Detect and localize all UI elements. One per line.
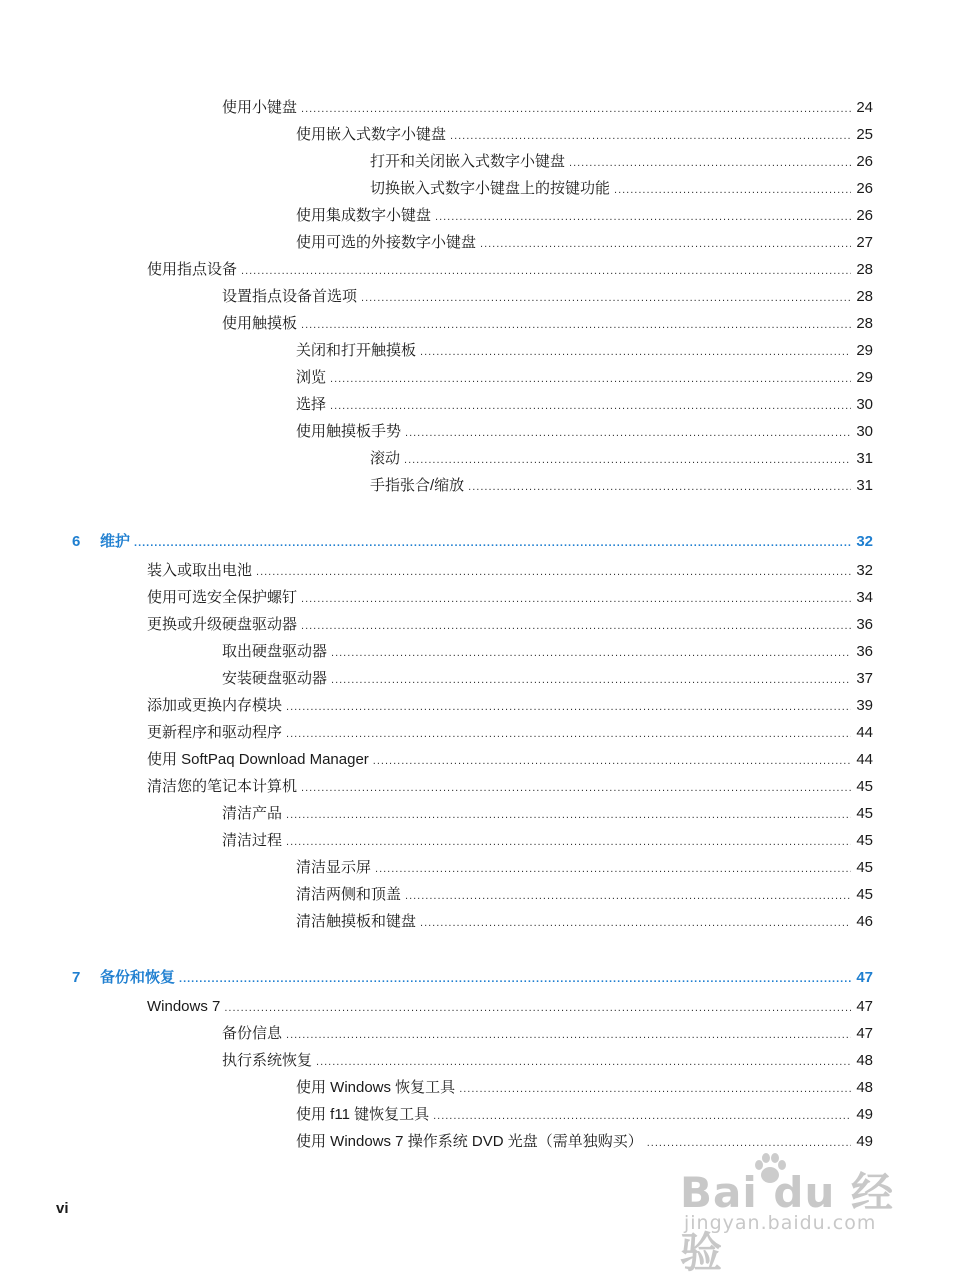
toc-entry[interactable]: [147, 776, 873, 798]
toc-entry[interactable]: [296, 205, 873, 227]
toc-entry-page: 28: [856, 288, 873, 305]
toc-entry-page: 46: [856, 913, 873, 930]
dot-leader: [331, 669, 851, 691]
dot-leader: [405, 422, 851, 444]
dot-leader: [375, 858, 851, 880]
toc-entry[interactable]: [222, 830, 873, 852]
toc-entry-title: 维护: [100, 533, 131, 550]
toc-entry-page: 34: [856, 589, 873, 606]
toc-entry-title: 手指张合/缩放: [370, 477, 465, 494]
toc-entry[interactable]: [296, 232, 873, 254]
dot-leader: [569, 152, 851, 174]
toc-entry-title: 执行系统恢复: [222, 1052, 313, 1069]
toc-entry[interactable]: [222, 668, 873, 690]
toc-entry-title: 备份信息: [222, 1025, 283, 1042]
toc-entry[interactable]: [147, 614, 873, 636]
toc-entry-title: 添加或更换内存模块: [147, 697, 283, 714]
toc-entry-page: 31: [856, 477, 873, 494]
toc-entry-page: 44: [856, 724, 873, 741]
toc-entry-title: 使用 SoftPaq Download Manager: [147, 751, 369, 768]
dot-leader: [256, 561, 851, 583]
dot-leader: [286, 723, 851, 745]
toc-entry[interactable]: [222, 97, 873, 119]
dot-leader: [361, 287, 851, 309]
toc-entry-title: 装入或取出电池: [147, 562, 253, 579]
dot-leader: [459, 1078, 851, 1100]
toc-entry-title: 清洁触摸板和键盘: [296, 913, 417, 930]
dot-leader: [420, 341, 851, 363]
toc-entry-page: 45: [856, 859, 873, 876]
dot-leader: [405, 885, 851, 907]
toc-entry-page: 28: [856, 261, 873, 278]
dot-leader: [301, 777, 851, 799]
toc-entry[interactable]: [296, 1104, 873, 1126]
toc-entry-page: 26: [856, 153, 873, 170]
dot-leader: [301, 98, 851, 120]
toc-entry-title: 清洁过程: [222, 832, 283, 849]
toc-entry-title: 使用可选安全保护螺钉: [147, 589, 298, 606]
dot-leader: [224, 997, 851, 1019]
toc-entry-title: 浏览: [296, 369, 327, 386]
dot-leader: [301, 314, 851, 336]
toc-entry-title: 打开和关闭嵌入式数字小键盘: [370, 153, 566, 170]
toc-entry-page: 36: [856, 616, 873, 633]
toc-entry-page: 39: [856, 697, 873, 714]
toc-entry-title: 更新程序和驱动程序: [147, 724, 283, 741]
toc-entry-title: 更换或升级硬盘驱动器: [147, 616, 298, 633]
toc-entry[interactable]: [222, 286, 873, 308]
toc-entry-page: 32: [856, 533, 873, 550]
chapter-number: 7: [72, 969, 81, 986]
toc-entry-page: 26: [856, 180, 873, 197]
toc-entry-page: 45: [856, 778, 873, 795]
watermark-url: jingyan.baidu.com: [684, 1212, 877, 1234]
dot-leader: [420, 912, 851, 934]
toc-entry-title: 滚动: [370, 450, 401, 467]
toc-entry[interactable]: [147, 695, 873, 717]
toc-entry-title: 使用集成数字小键盘: [296, 207, 432, 224]
toc-entry[interactable]: [222, 641, 873, 663]
toc-entry-title: 设置指点设备首选项: [222, 288, 358, 305]
toc-entry[interactable]: [222, 313, 873, 335]
toc-entry-page: 26: [856, 207, 873, 224]
toc-entry-title: 清洁显示屏: [296, 859, 372, 876]
dot-leader: [134, 532, 851, 554]
toc-entry-title: 使用 Windows 7 操作系统 DVD 光盘（需单独购买）: [296, 1133, 643, 1150]
toc-entry-page: 44: [856, 751, 873, 768]
dot-leader: [330, 368, 851, 390]
dot-leader: [404, 449, 851, 471]
toc-entry-page: 25: [856, 126, 873, 143]
toc-entry[interactable]: [147, 749, 873, 771]
watermark-logo-text: Bai du 经验: [680, 1168, 894, 1277]
toc-entry-page: 29: [856, 369, 873, 386]
toc-entry[interactable]: [222, 803, 873, 825]
toc-entry[interactable]: [222, 1050, 873, 1072]
toc-entry[interactable]: [296, 857, 873, 879]
toc-entry[interactable]: [370, 475, 873, 497]
toc-entry-page: 48: [856, 1052, 873, 1069]
toc-entry-page: 49: [856, 1133, 873, 1150]
dot-leader: [241, 260, 851, 282]
toc-entry[interactable]: [370, 178, 873, 200]
toc-entry-title: 清洁两侧和顶盖: [296, 886, 402, 903]
toc-entry[interactable]: [296, 1077, 873, 1099]
dot-leader: [433, 1105, 851, 1127]
toc-entry-page: 28: [856, 315, 873, 332]
toc-entry-title: 使用嵌入式数字小键盘: [296, 126, 447, 143]
toc-entry-title: 使用触摸板手势: [296, 423, 402, 440]
toc-entry-page: 24: [856, 99, 873, 116]
toc-entry-title: 使用指点设备: [147, 261, 238, 278]
dot-leader: [286, 804, 851, 826]
dot-leader: [373, 750, 851, 772]
toc-entry-page: 32: [856, 562, 873, 579]
toc-entry[interactable]: [147, 722, 873, 744]
toc-entry-title: Windows 7: [147, 998, 221, 1015]
toc-entry-title: 使用触摸板: [222, 315, 298, 332]
toc-entry[interactable]: [370, 448, 873, 470]
toc-entry-page: 27: [856, 234, 873, 251]
toc-entry-page: 37: [856, 670, 873, 687]
toc-entry-title: 使用 f11 键恢复工具: [296, 1106, 430, 1123]
toc-entry-page: 29: [856, 342, 873, 359]
toc-entry-page: 48: [856, 1079, 873, 1096]
toc-entry-page: 45: [856, 832, 873, 849]
toc-entry-page: 47: [856, 1025, 873, 1042]
toc-entry[interactable]: [296, 367, 873, 389]
dot-leader: [286, 831, 851, 853]
toc-entry-page: 45: [856, 805, 873, 822]
toc-entry[interactable]: [370, 151, 873, 173]
toc-entry-title: 清洁您的笔记本计算机: [147, 778, 298, 795]
toc-entry[interactable]: [147, 587, 873, 609]
dot-leader: [330, 395, 851, 417]
dot-leader: [468, 476, 851, 498]
toc-entry-title: 安装硬盘驱动器: [222, 670, 328, 687]
toc-entry-title: 使用 Windows 恢复工具: [296, 1079, 456, 1096]
chapter-number: 6: [72, 533, 81, 550]
toc-entry[interactable]: [296, 394, 873, 416]
dot-leader: [435, 206, 851, 228]
dot-leader: [301, 588, 851, 610]
toc-entry-page: 30: [856, 423, 873, 440]
toc-entry-page: 47: [856, 969, 873, 986]
toc-entry-page: 30: [856, 396, 873, 413]
toc-entry-title: 选择: [296, 396, 327, 413]
dot-leader: [480, 233, 851, 255]
dot-leader: [450, 125, 851, 147]
toc-entry[interactable]: [147, 259, 873, 281]
toc-chapter-entry[interactable]: [72, 967, 873, 989]
dot-leader: [301, 615, 851, 637]
toc-entry-page: 36: [856, 643, 873, 660]
toc-entry-page: 47: [856, 998, 873, 1015]
dot-leader: [286, 1024, 851, 1046]
dot-leader: [179, 968, 851, 990]
toc-chapter-entry[interactable]: [72, 531, 873, 553]
toc-entry[interactable]: [222, 1023, 873, 1045]
toc-entry-page: 49: [856, 1106, 873, 1123]
dot-leader: [286, 696, 851, 718]
toc-entry-title: 使用可选的外接数字小键盘: [296, 234, 477, 251]
toc-entry[interactable]: [147, 560, 873, 582]
toc-entry[interactable]: [147, 996, 873, 1018]
toc-entry-title: 备份和恢复: [100, 969, 176, 986]
toc-entry-title: 关闭和打开触摸板: [296, 342, 417, 359]
toc-entry[interactable]: [296, 884, 873, 906]
toc-entry[interactable]: [296, 124, 873, 146]
toc-entry-title: 切换嵌入式数字小键盘上的按键功能: [370, 180, 611, 197]
toc-entry[interactable]: [296, 911, 873, 933]
toc-entry-title: 清洁产品: [222, 805, 283, 822]
toc-entry[interactable]: [296, 340, 873, 362]
toc-entry[interactable]: [296, 421, 873, 443]
dot-leader: [614, 179, 851, 201]
dot-leader: [316, 1051, 851, 1073]
page-number: vi: [56, 1200, 69, 1217]
toc-entry-title: 使用小键盘: [222, 99, 298, 116]
toc-entry-title: 取出硬盘驱动器: [222, 643, 328, 660]
dot-leader: [331, 642, 851, 664]
toc-entry-page: 45: [856, 886, 873, 903]
toc-entry-page: 31: [856, 450, 873, 467]
baidu-jingyan-watermark: [680, 1148, 910, 1277]
